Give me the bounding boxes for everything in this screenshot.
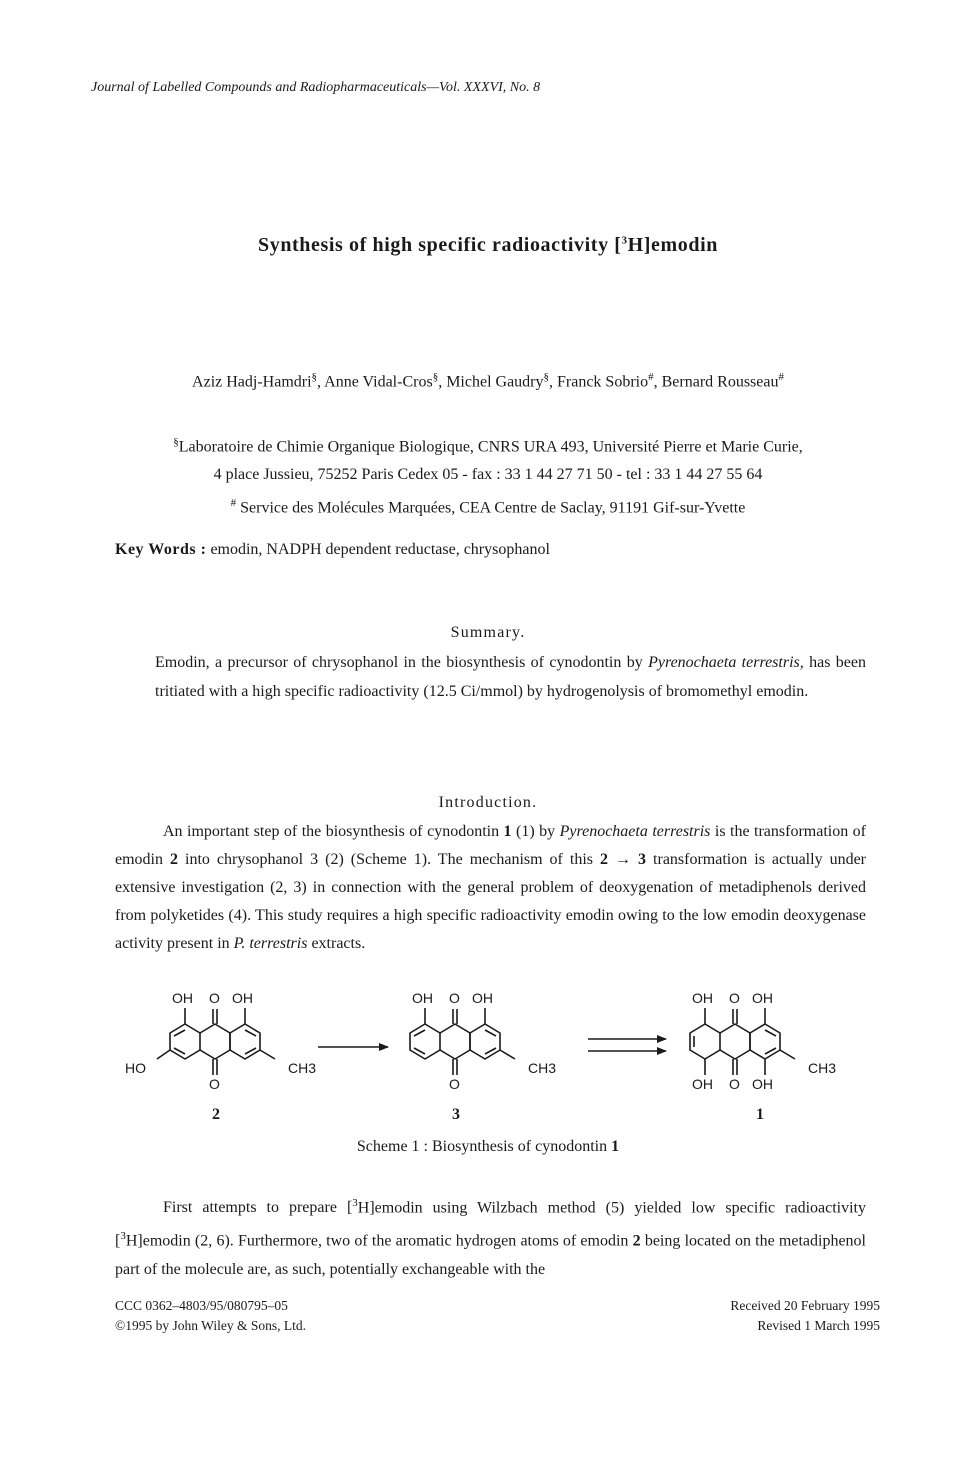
introduction-heading: Introduction. xyxy=(438,794,538,811)
scheme-caption: Scheme 1 : Biosynthesis of cynodontin 1 xyxy=(356,1138,620,1155)
svg-text:OH: OH xyxy=(752,1076,773,1092)
summary-text: Emodin, a precursor of chrysophanol in the biosynthesis of cynodontin by Pyrenochaeta terrestris, has been tritiated with a high specific radioactivity (12.5 Ci/mmol) by hydrogenolysis of bromomethyl emodin. xyxy=(155,654,867,700)
copyright: ©1995 by John Wiley & Sons, Ltd. xyxy=(115,1318,306,1333)
svg-text:O: O xyxy=(449,990,460,1006)
svg-text:OH: OH xyxy=(692,1076,713,1092)
svg-text:OH: OH xyxy=(232,990,253,1006)
revised-date: Revised 1 March 1995 xyxy=(757,1318,880,1333)
svg-text:OH: OH xyxy=(752,990,773,1006)
compound-cynodontin-structure xyxy=(690,1008,795,1075)
svg-text:OH: OH xyxy=(692,990,713,1006)
footer-left xyxy=(115,1296,306,1336)
journal-header: Journal of Labelled Compounds and Radiopharmaceuticals—Vol. XXXVI, No. 8 xyxy=(91,80,541,95)
introduction-paragraph: An important step of the biosynthesis of cynodontin 1 (1) by Pyrenochaeta terrestris is the transformation of emodin 2 into chrysophanol 3 (2) (Scheme 1). The mechanism of this 2 → 3 transformation is actually under extensive investigation (2, 3) in connection with the general problem of deoxygenation of metadiphenols derived from polyketides (4). This study requires a high specific radioactivity emodin owing to the low emodin deoxygenase activity present in P. terrestris extracts. xyxy=(115,823,867,952)
author: Anne Vidal-Cros xyxy=(324,373,433,391)
keywords: Key Words : emodin, NADPH dependent reductase, chrysophanol xyxy=(115,541,550,558)
svg-text:O: O xyxy=(449,1076,460,1092)
footer-right xyxy=(640,1296,880,1336)
summary-heading: Summary. xyxy=(450,624,526,641)
compound-number: 1 xyxy=(756,1106,764,1123)
received-date: Received 20 February 1995 xyxy=(730,1298,880,1313)
svg-text:CH3: CH3 xyxy=(808,1060,837,1076)
compound-emodin-structure xyxy=(157,1008,275,1075)
svg-text:O: O xyxy=(209,1076,220,1092)
svg-text:OH: OH xyxy=(472,990,493,1006)
body-paragraph: First attempts to prepare [$^3$H]emodin using Wilzbach method (5) yielded low specific radioactivity [$^3$H]emodin (2, 6). Furthermore, two of the aromatic hydrogen atoms of emodin 2 being located on the metadiphenol part of the molecule are, as such, potentially exchangeable with the xyxy=(115,1197,867,1278)
author: Aziz Hadj-Hamdri xyxy=(192,373,312,391)
biosynthesis-scheme xyxy=(110,985,870,1125)
author-list: Aziz Hadj-Hamdri§, Anne Vidal-Cros§, Michel Gaudry§, Franck Sobrio#, Bernard Rousseau# xyxy=(192,371,784,391)
svg-text:O: O xyxy=(729,990,740,1006)
svg-text:CH3: CH3 xyxy=(288,1060,317,1076)
compound-number: 3 xyxy=(452,1106,460,1123)
svg-text:O: O xyxy=(209,990,220,1006)
svg-text:HO: HO xyxy=(125,1060,146,1076)
author: Michel Gaudry xyxy=(446,373,544,391)
author: Franck Sobrio xyxy=(557,373,649,391)
paper-title: Synthesis of high specific radioactivity [$^3$H]emodin xyxy=(258,234,718,256)
svg-text:O: O xyxy=(729,1076,740,1092)
svg-text:OH: OH xyxy=(412,990,433,1006)
svg-text:CH3: CH3 xyxy=(528,1060,557,1076)
author: Bernard Rousseau xyxy=(661,373,779,391)
svg-text:OH: OH xyxy=(172,990,193,1006)
affiliations: §Laboratoire de Chimie Organique Biologique, CNRS URA 493, Université Pierre et Marie Curie, 4 place Jussieu, 75252 Paris Cedex 05 - fax : 33 1 44 27 71 50 - tel : 33 1 44 27 55 64 # Service des Molécules Marquées, CEA Centre de Saclay, 91191 Gif-sur-Yvette xyxy=(173,436,803,517)
ccc-code: CCC 0362–4803/95/080795–05 xyxy=(115,1298,288,1313)
compound-chrysophanol-structure xyxy=(410,1008,515,1075)
compound-number: 2 xyxy=(212,1106,220,1123)
